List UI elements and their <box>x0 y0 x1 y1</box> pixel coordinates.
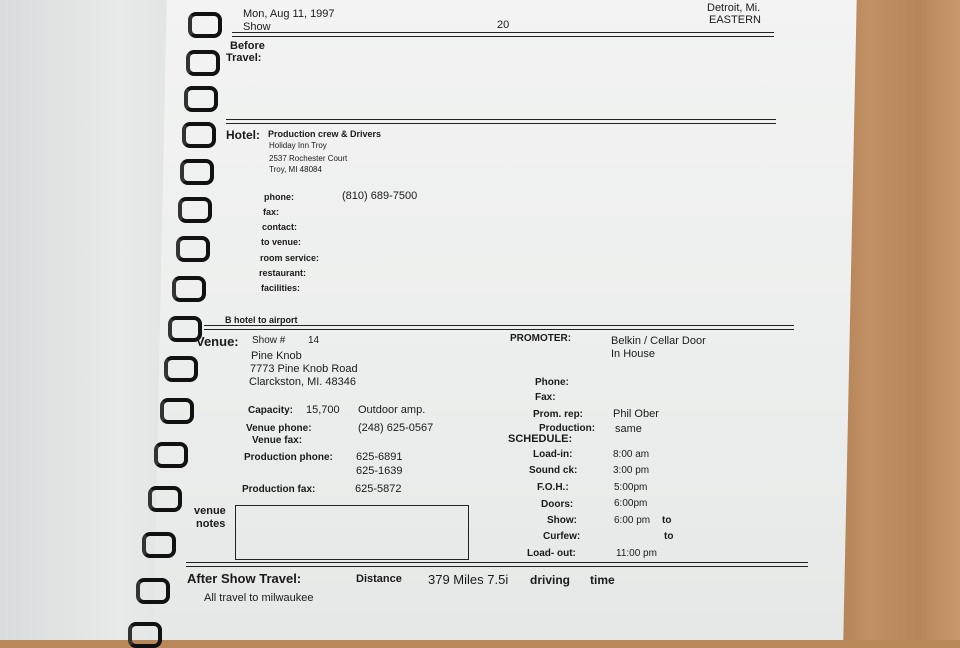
hotel-field-label: facilities: <box>261 283 301 293</box>
promoter-production-label: Production: <box>539 423 596 434</box>
after-show-label: After Show Travel: <box>187 571 302 586</box>
schedule-item-label: Load-in: <box>533 449 573 460</box>
venue-production-phone-label: Production phone: <box>244 452 333 463</box>
promoter-name: Belkin / Cellar Door <box>611 335 706 347</box>
binding-coil <box>178 197 212 223</box>
section-rule <box>204 325 794 330</box>
hotel-field-label: room service: <box>260 253 320 263</box>
schedule-item-time: 6:00pm <box>614 498 648 509</box>
after-show-distance-label: Distance <box>356 573 402 585</box>
venue-capacity: 15,700 <box>306 404 340 416</box>
after-show-driving: driving <box>530 573 571 587</box>
binding-coil <box>186 50 220 76</box>
header-rule <box>232 32 774 37</box>
venue-notes-label-2: notes <box>196 518 226 530</box>
binding-coil <box>182 122 216 148</box>
header-show-number: 20 <box>497 19 510 31</box>
schedule-item-time: 11:00 pm <box>616 548 657 559</box>
schedule-item-time: 3:00 pm <box>613 465 650 476</box>
promoter-label: PROMOTER: <box>510 333 572 344</box>
hotel-field-label: contact: <box>262 222 298 232</box>
venue-fax-label: Venue fax: <box>252 435 303 446</box>
before-travel-label-2: Travel: <box>226 52 262 64</box>
hotel-name: Holiday Inn Troy <box>269 141 327 150</box>
schedule-item-label: Sound ck: <box>529 465 578 476</box>
venue-capacity-label: Capacity: <box>248 405 294 416</box>
binding-coil <box>172 276 206 302</box>
venue-phone-label: Venue phone: <box>246 423 312 434</box>
hotel-field-value: (810) 689-7500 <box>342 190 418 202</box>
hotel-field-label: to venue: <box>261 237 302 247</box>
before-travel-label-1: Before <box>230 40 265 52</box>
binding-coil <box>180 159 214 185</box>
schedule-item-time: 8:00 am <box>613 449 650 460</box>
header-date: Mon, Aug 11, 1997 <box>243 8 335 20</box>
header-city: Detroit, Mi. <box>707 2 761 14</box>
hotel-label: Hotel: <box>226 128 260 142</box>
hotel-field-label: phone: <box>264 192 294 202</box>
hotel-street: 2537 Rochester Court <box>269 154 348 163</box>
after-show-note: All travel to milwaukee <box>204 592 314 604</box>
hotel-field-label: restaurant: <box>259 268 307 278</box>
binding-coil <box>160 398 194 424</box>
hotel-note: B hotel to airport <box>225 315 298 325</box>
schedule-item-extra: to <box>664 531 674 542</box>
promoter-rep-label: Prom. rep: <box>533 409 584 420</box>
promoter-phone-label: Phone: <box>535 377 569 388</box>
venue-label: Venue: <box>196 334 239 349</box>
promoter-fax-label: Fax: <box>535 392 556 403</box>
hotel-group: Production crew & Drivers <box>268 129 382 139</box>
binding-coil <box>142 532 176 558</box>
header-show-label: Show <box>243 21 271 33</box>
venue-name: Pine Knob <box>251 350 302 362</box>
venue-notes-box <box>235 505 469 560</box>
hotel-citystate: Troy, MI 48084 <box>269 165 322 174</box>
schedule-label: SCHEDULE: <box>508 433 573 445</box>
hotel-field-label: fax: <box>263 207 280 217</box>
header-timezone: EASTERN <box>709 14 761 26</box>
schedule-item-label: Show: <box>547 515 577 526</box>
venue-show-num: 14 <box>308 335 320 346</box>
binding-coil <box>154 442 188 468</box>
after-show-distance: 379 Miles 7.5i <box>428 572 509 587</box>
schedule-item-label: Doors: <box>541 499 574 510</box>
section-rule <box>226 119 776 124</box>
promoter-type: In House <box>611 348 656 360</box>
binding-coil <box>184 86 218 112</box>
section-rule <box>186 562 808 567</box>
schedule-item-time: 6:00 pm <box>614 515 651 526</box>
binding-coil <box>136 578 170 604</box>
venue-production-fax: 625-5872 <box>355 483 402 495</box>
binding-coil <box>176 236 210 262</box>
schedule-item-extra: to <box>662 515 672 526</box>
venue-citystate: Clarckston, MI. 48346 <box>249 376 356 388</box>
venue-production-phone-1: 625-6891 <box>356 451 403 463</box>
binding-coil <box>164 356 198 382</box>
binding-coil <box>188 12 222 38</box>
schedule-item-label: Load- out: <box>527 548 576 559</box>
binding-coil <box>148 486 182 512</box>
venue-production-fax-label: Production fax: <box>242 484 316 495</box>
schedule-item-label: Curfew: <box>543 531 581 542</box>
promoter-rep: Phil Ober <box>613 408 659 420</box>
venue-street: 7773 Pine Knob Road <box>250 363 358 375</box>
venue-notes-label-1: venue <box>194 505 226 517</box>
venue-capacity-note: Outdoor amp. <box>358 404 426 416</box>
binding-coil <box>128 622 162 648</box>
venue-show-num-label: Show # <box>252 335 286 346</box>
venue-production-phone-2: 625-1639 <box>356 465 403 477</box>
after-show-time: time <box>590 573 615 587</box>
venue-phone: (248) 625-0567 <box>358 422 434 434</box>
schedule-item-label: F.O.H.: <box>537 482 569 493</box>
schedule-item-time: 5:00pm <box>614 482 648 493</box>
promoter-production: same <box>615 423 642 435</box>
